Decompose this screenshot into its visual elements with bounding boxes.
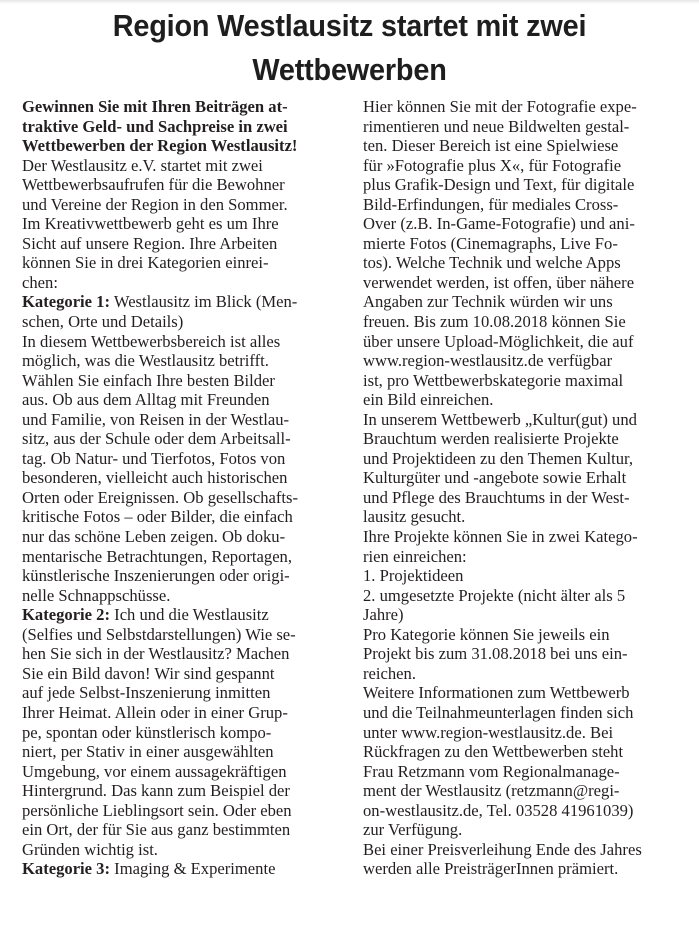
line-text: rimentieren und neue Bildwelten gestal- [363, 116, 630, 136]
line-text: aus. Ob aus dem Alltag mit Freunden [22, 390, 270, 410]
line-text: kritische Fotos – oder Bilder, die einfach [22, 507, 293, 527]
body-text-line [22, 390, 341, 410]
line-text: rien einreichen: [363, 546, 467, 566]
body-text-line [22, 547, 341, 567]
body-text-line [22, 429, 341, 449]
line-text: 1. Projektideen [363, 566, 464, 586]
body-text-line [22, 312, 341, 332]
line-text: tag. Ob Natur- und Tierfotos, Fotos von [22, 448, 286, 468]
line-text: mentarische Betrachtungen, Reportagen, [22, 546, 293, 566]
body-text-line [363, 195, 675, 215]
headline-line-2: Wettbewerben [252, 52, 447, 87]
body-text-line [22, 644, 341, 664]
line-text: schen, Orte und Details) [22, 312, 184, 332]
line-text: Wettbewerbsaufrufen für die Bewohner [22, 175, 285, 195]
body-text-line [363, 117, 675, 137]
article-headline [24, 4, 674, 92]
line-text: ment der Westlausitz (retzmann@regi- [363, 781, 620, 801]
body-text-line [363, 332, 675, 352]
line-text: Umgebung, vor einem aussagekräftigen [22, 761, 287, 781]
body-text-line [22, 527, 341, 547]
body-text-line [363, 703, 675, 723]
body-text-line [22, 351, 341, 371]
body-text-line [22, 371, 341, 391]
body-text-line [363, 351, 675, 371]
body-text-line [363, 762, 675, 782]
line-text: und Projektideen zu den Themen Kultur, [363, 448, 633, 468]
line-text: über unsere Upload-Möglichkeit, die auf [363, 331, 634, 351]
body-text-line [363, 234, 675, 254]
line-text: 2. umgesetzte Projekte (nicht älter als 5 [363, 585, 626, 605]
body-text-line [22, 273, 341, 293]
line-text: hen Sie sich in der Westlausitz? Machen [22, 644, 290, 664]
body-text-line [22, 781, 341, 801]
body-text-line [363, 664, 675, 684]
line-text: pe, spontan oder künstlerisch kompo- [22, 722, 272, 742]
line-text: Der Westlausitz e.V. startet mit zwei [22, 155, 263, 175]
line-text: ein Bild einreichen. [363, 390, 494, 410]
category-heading-line [22, 859, 341, 879]
line-text: Bei einer Preisverleihung Ende des Jahres [363, 839, 642, 859]
line-text: Angaben zur Technik würden wir uns [363, 292, 613, 312]
line-text: www.region-westlausitz.de verfügbar [363, 351, 613, 371]
body-text-line [22, 664, 341, 684]
category-heading-line [22, 605, 341, 625]
line-text: Orten oder Ereignissen. Ob gesellschafts- [22, 487, 299, 507]
body-text-line [22, 449, 341, 469]
body-text-line [22, 683, 341, 703]
line-text: Projekt bis zum 31.08.2018 bei uns ein- [363, 644, 628, 664]
line-text: tos). Welche Technik und welche Apps [363, 253, 621, 273]
category-heading-line [22, 292, 341, 312]
line-text: zur Verfügung. [363, 820, 463, 840]
lead-paragraph-line [22, 136, 341, 156]
line-text: Over (z.B. In-Game-Fotografie) und ani- [363, 214, 635, 234]
body-text-line [363, 449, 675, 469]
body-text-line [22, 410, 341, 430]
body-text-line [363, 97, 675, 117]
line-text: freuen. Bis zum 10.08.2018 können Sie [363, 312, 626, 332]
line-text: Hier können Sie mit der Fotografie expe- [363, 97, 637, 116]
body-text-line [363, 273, 675, 293]
line-text: Gründen wichtig ist. [22, 839, 158, 859]
line-text: reichen. [363, 663, 416, 683]
line-text: ein Ort, der für Sie aus ganz bestimmten [22, 820, 291, 840]
line-text: können Sie in drei Kategorien einrei- [22, 253, 269, 273]
line-text: verwendet werden, ist offen, über nähere [363, 272, 635, 292]
body-text-line [22, 253, 341, 273]
line-text: für »Fotografie plus X«, für Fotografie [363, 155, 622, 175]
line-text: Westlausitz im Blick (Men- [110, 292, 298, 312]
body-text-line [363, 214, 675, 234]
line-text: In unserem Wettbewerb „Kultur(gut) und [363, 409, 637, 429]
body-text-line [22, 625, 341, 645]
line-text: Sie ein Bild davon! Wir sind gespannt [22, 663, 275, 683]
line-text: niert, per Stativ in einer ausgewählten [22, 742, 274, 762]
line-text: Kulturgüter und -angebote sowie Erhalt [363, 468, 627, 488]
body-text-line [363, 175, 675, 195]
body-text-line [22, 840, 341, 860]
line-text: In diesem Wettbewerbsbereich ist alles [22, 331, 281, 351]
body-text-line [363, 547, 675, 567]
line-text: ten. Dieser Bereich ist eine Spielwiese [363, 136, 619, 156]
line-text: Imaging & Experimente [110, 859, 276, 879]
line-text: Gewinnen Sie mit Ihren Beiträgen at- [22, 97, 288, 116]
body-text-line [22, 742, 341, 762]
line-text: traktive Geld- und Sachpreise in zwei [22, 116, 288, 136]
lead-paragraph-line [22, 97, 341, 117]
line-text: Im Kreativwettbewerb geht es um Ihre [22, 214, 279, 234]
category-label: Kategorie 1: [22, 292, 111, 312]
body-text-line [363, 156, 675, 176]
line-text: und Vereine der Region in den Sommer. [22, 194, 288, 214]
body-text-line [22, 507, 341, 527]
body-text-line [363, 429, 675, 449]
line-text: und die Teilnahmeunterlagen finden sich [363, 702, 634, 722]
headline-line-1: Region Westlausitz startet mit zwei [112, 8, 587, 43]
line-text: besonderen, vielleicht auch historischen [22, 468, 288, 488]
body-text-line [363, 801, 675, 821]
body-text-line [363, 468, 675, 488]
body-text-line [22, 820, 341, 840]
body-text-line [22, 175, 341, 195]
line-text: künstlerische Inszenierungen oder origi- [22, 566, 290, 586]
line-text: Jahre) [363, 605, 404, 625]
line-text: Pro Kategorie können Sie jeweils ein [363, 624, 610, 644]
body-text-line [363, 292, 675, 312]
body-text-line [363, 488, 675, 508]
body-text-line [22, 703, 341, 723]
line-text: auf jede Selbst-Inszenierung inmitten [22, 683, 271, 703]
body-text-line [363, 507, 675, 527]
body-text-line [22, 468, 341, 488]
line-text: mierte Fotos (Cinemagraphs, Live Fo- [363, 233, 618, 253]
lead-paragraph-line [22, 117, 341, 137]
body-text-line [363, 371, 675, 391]
line-text: chen: [22, 272, 58, 292]
line-text: Ihre Projekte können Sie in zwei Katego- [363, 527, 638, 547]
line-text: (Selfies und Selbstdarstellungen) Wie se- [22, 624, 296, 644]
body-text-line [363, 410, 675, 430]
line-text: Frau Retzmann vom Regionalmanage- [363, 761, 620, 781]
body-text-line [363, 742, 675, 762]
line-text: on-westlausitz.de, Tel. 03528 41961039) [363, 800, 634, 820]
line-text: Bild-Erfindungen, für mediales Cross- [363, 194, 619, 214]
body-text-line [363, 625, 675, 645]
body-text-line [22, 723, 341, 743]
line-text: möglich, was die Westlausitz betrifft. [22, 351, 269, 371]
body-text-line [22, 586, 341, 606]
body-text-line [22, 566, 341, 586]
line-text: Sicht auf unsere Region. Ihre Arbeiten [22, 233, 278, 253]
body-text-line [363, 840, 675, 860]
line-text: Weitere Informationen zum Wettbewerb [363, 683, 630, 703]
line-text: ist, pro Wettbewerbskategorie maximal [363, 370, 624, 390]
body-text-line [363, 527, 675, 547]
body-text-line [363, 683, 675, 703]
line-text: nur das schöne Leben zeigen. Ob doku- [22, 527, 286, 547]
line-text: und Pflege des Brauchtums in der West- [363, 487, 630, 507]
body-text-line [363, 723, 675, 743]
body-text-line [363, 859, 675, 879]
line-text: Ihrer Heimat. Allein oder in einer Grup- [22, 702, 288, 722]
line-text: Wettbewerben der Region Westlausitz! [22, 136, 298, 156]
line-text: und Familie, von Reisen in der Westlau- [22, 409, 290, 429]
category-label: Kategorie 2: [22, 605, 111, 625]
body-text-line [363, 781, 675, 801]
body-text-line [363, 820, 675, 840]
line-text: persönliche Lieblingsort sein. Oder eben [22, 800, 292, 820]
body-text-line [22, 762, 341, 782]
body-text-line [363, 586, 675, 606]
line-text: Ich und die Westlausitz [110, 605, 269, 625]
line-text: lausitz gesucht. [363, 507, 466, 527]
line-text: Rückfragen zu den Wettbewerben steht [363, 742, 624, 762]
line-text: unter www.region-westlausitz.de. Bei [363, 722, 614, 742]
body-text-line [22, 801, 341, 821]
line-text: nelle Schnappschüsse. [22, 585, 171, 605]
body-text-line [363, 390, 675, 410]
body-text-line [363, 253, 675, 273]
line-text: Wählen Sie einfach Ihre besten Bilder [22, 370, 275, 390]
body-text-line [22, 214, 341, 234]
body-text-line [363, 644, 675, 664]
body-text-line [22, 332, 341, 352]
line-text: plus Grafik-Design und Text, für digitale [363, 175, 635, 195]
article-column-right [363, 97, 675, 879]
line-text: werden alle PreisträgerInnen prämiert. [363, 859, 619, 879]
body-text-line [363, 312, 675, 332]
body-text-line [22, 156, 341, 176]
line-text: sitz, aus der Schule oder dem Arbeitsall- [22, 429, 291, 449]
line-text: Hintergrund. Das kann zum Beispiel der [22, 781, 290, 801]
body-text-line [22, 488, 341, 508]
body-text-line [363, 566, 675, 586]
body-text-line [22, 234, 341, 254]
body-text-line [22, 195, 341, 215]
body-text-line [363, 605, 675, 625]
line-text: Brauchtum werden realisierte Projekte [363, 429, 619, 449]
body-text-line [363, 136, 675, 156]
category-label: Kategorie 3: [22, 859, 111, 879]
article-column-left [22, 97, 341, 879]
